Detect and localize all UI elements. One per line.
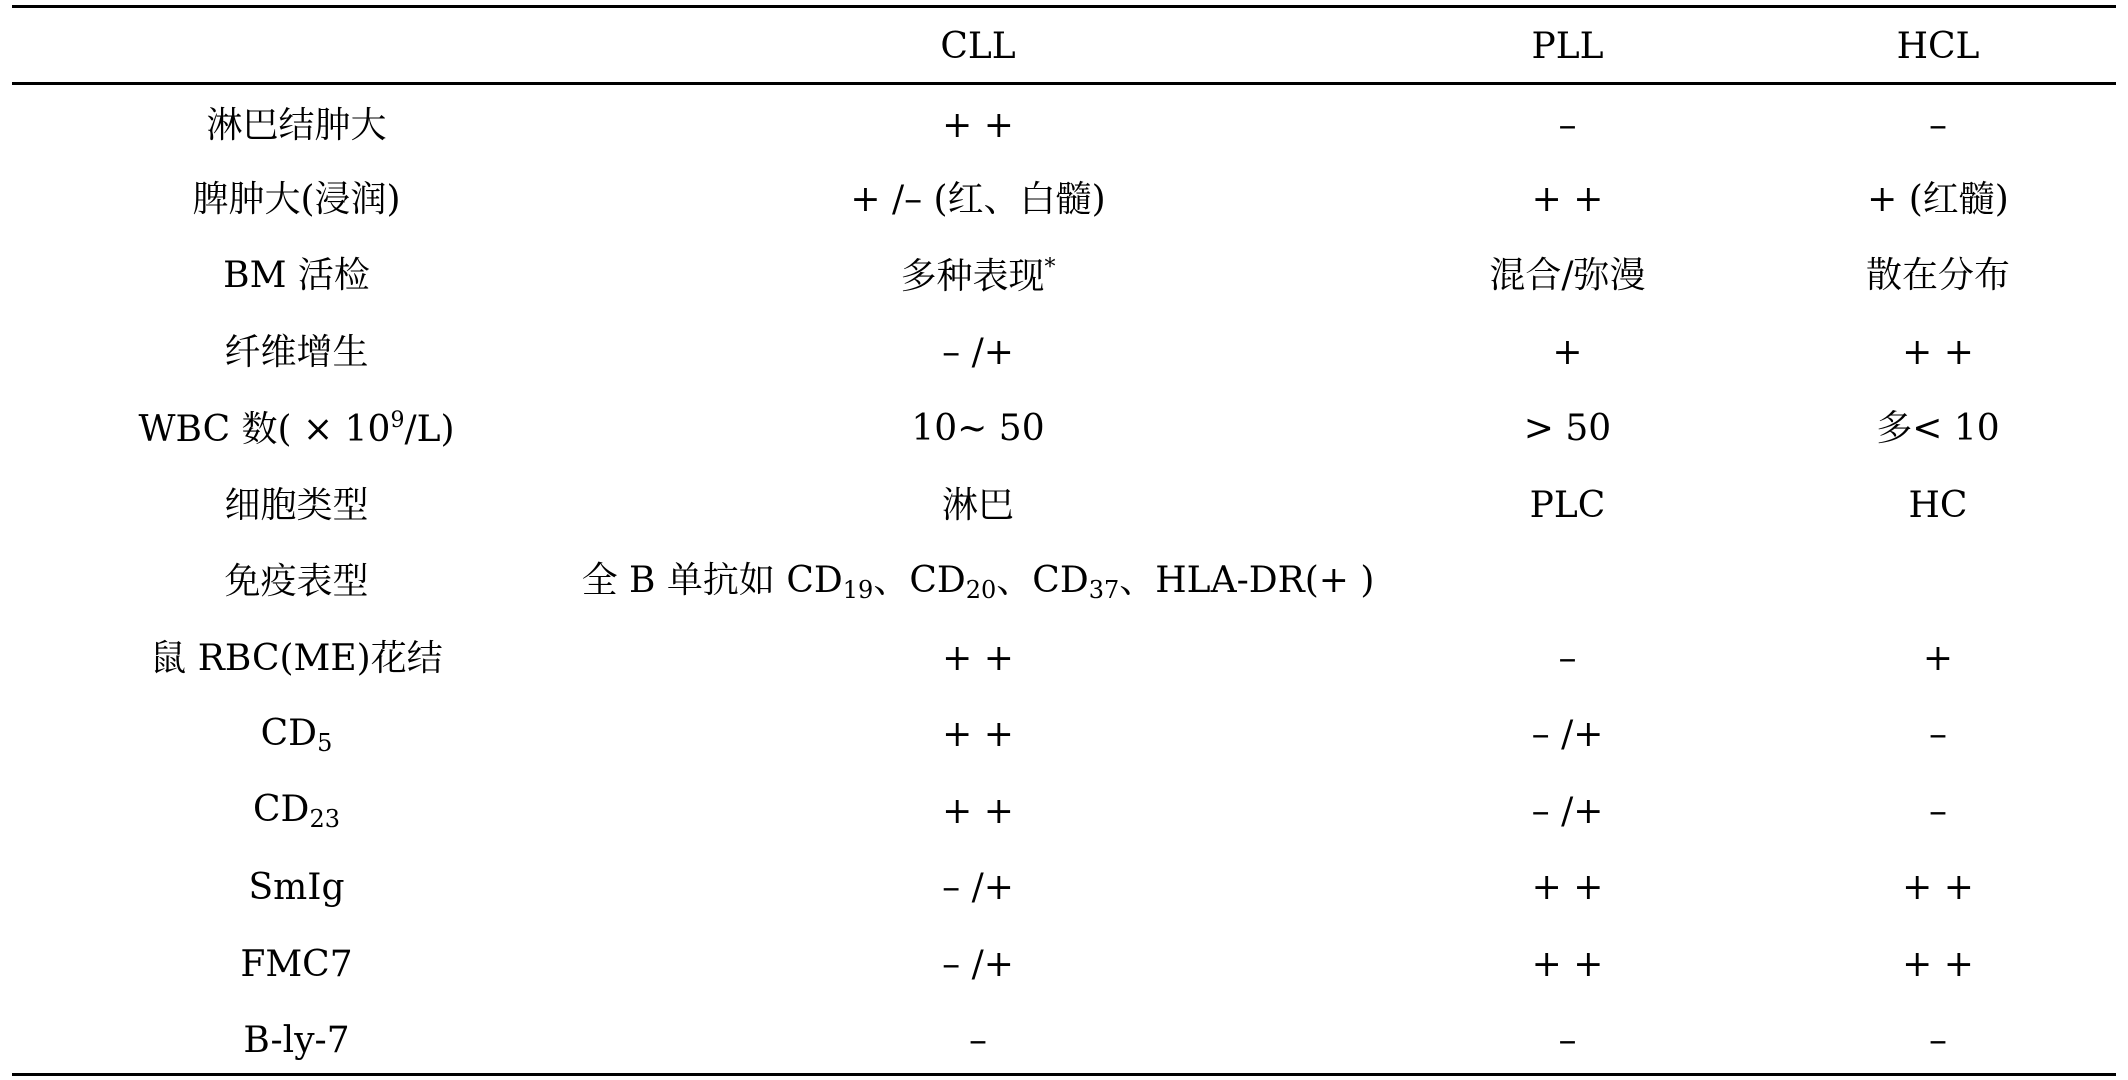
pll-cell: – — [1558, 637, 1577, 679]
table-row — [12, 927, 2116, 1004]
hcl-cell: + + — [1902, 943, 1974, 985]
cd-subscript: 20 — [965, 575, 997, 604]
wbc-label-prefix: WBC 数( × 10 — [138, 409, 391, 451]
pll-cell: – — [1558, 105, 1577, 147]
pll-cell: – — [1558, 1020, 1577, 1062]
cll-cell — [581, 544, 1375, 621]
cd-subscript: 19 — [842, 575, 874, 604]
header-pll: PLL — [1531, 25, 1604, 67]
table-row — [12, 697, 2116, 774]
cll-cell — [581, 238, 1375, 315]
cll-cell: – — [969, 1020, 987, 1062]
pll-cell: + + — [1531, 178, 1604, 220]
pll-cell — [1375, 544, 1760, 621]
cll-cell: – /+ — [942, 867, 1014, 909]
hcl-cell: – — [1929, 105, 1947, 147]
cll-cell: + /– (红、白髓) — [850, 178, 1106, 220]
header-hcl: HCL — [1896, 25, 1980, 67]
row-label: 免疫表型 — [224, 561, 369, 603]
table-row — [12, 774, 2116, 851]
hcl-cell — [1760, 544, 2116, 621]
table-row — [12, 468, 2116, 545]
row-label — [12, 774, 581, 851]
pll-cell: PLC — [1529, 484, 1606, 526]
immunophenotype-part: 、CD — [873, 559, 966, 601]
table-row — [12, 391, 2116, 468]
pll-cell: + + — [1531, 867, 1604, 909]
pll-cell: + + — [1531, 943, 1604, 985]
row-label: 脾肿大(浸润) — [192, 178, 401, 220]
hcl-cell: – — [1929, 790, 1947, 832]
immunophenotype-part: 、CD — [996, 559, 1089, 601]
hcl-cell: + + — [1902, 331, 1974, 373]
header-feature — [12, 8, 581, 85]
pll-cell: + — [1552, 331, 1583, 373]
cll-cell-text: 多种表现 — [900, 256, 1045, 298]
pll-cell: 混合/弥漫 — [1489, 255, 1646, 297]
header-cll: CLL — [940, 25, 1016, 67]
hcl-cell: + — [1922, 637, 1954, 679]
cll-cell: 淋巴 — [941, 484, 1014, 526]
pll-cell: > 50 — [1523, 408, 1612, 450]
cd-label: CD — [253, 789, 310, 831]
table-row — [12, 238, 2116, 315]
row-label: BM 活检 — [223, 255, 370, 297]
cll-cell: + + — [942, 637, 1014, 679]
table-row — [12, 1003, 2116, 1080]
hcl-cell: 多< 10 — [1876, 408, 2000, 450]
hcl-cell: HC — [1908, 484, 1968, 526]
hcl-cell: + (红髓) — [1867, 178, 2009, 220]
hcl-cell: 散在分布 — [1865, 255, 2010, 297]
cd-label: CD — [260, 712, 318, 754]
table-row — [12, 621, 2116, 698]
hcl-cell: – — [1929, 1020, 1947, 1062]
cll-cell: – /+ — [942, 331, 1014, 373]
cd-subscript: 5 — [317, 728, 333, 757]
table-header-row — [12, 8, 2116, 85]
table-row — [12, 850, 2116, 927]
note-marker: * — [1044, 255, 1056, 281]
row-label — [12, 697, 581, 774]
immunophenotype-part: 、HLA-DR(+ ) — [1119, 559, 1375, 601]
cll-cell: + + — [942, 714, 1014, 756]
table-row — [12, 544, 2116, 621]
row-label: SmIg — [248, 867, 345, 909]
cd-subscript: 37 — [1088, 575, 1120, 604]
wbc-label-suffix: /L) — [404, 409, 455, 451]
wbc-exponent: 9 — [390, 408, 405, 434]
row-label: FMC7 — [240, 943, 353, 985]
hcl-cell: + + — [1902, 867, 1974, 909]
row-label: 纤维增生 — [224, 331, 369, 373]
pll-cell: – /+ — [1531, 790, 1604, 832]
row-label — [12, 391, 581, 468]
cd-subscript: 23 — [309, 805, 340, 834]
table-row — [12, 162, 2116, 239]
hcl-cell: – — [1929, 714, 1947, 756]
cll-cell: + + — [942, 790, 1014, 832]
table-row — [12, 315, 2116, 392]
table-row — [12, 85, 2116, 162]
pll-cell: – /+ — [1531, 714, 1604, 756]
cll-cell: 10~ 50 — [911, 408, 1045, 450]
row-label: 细胞类型 — [224, 484, 369, 526]
leukemia-comparison-table — [12, 8, 2116, 1080]
cll-cell: + + — [942, 105, 1014, 147]
row-label: 淋巴结肿大 — [206, 105, 387, 147]
row-label: B-ly-7 — [243, 1020, 350, 1062]
row-label: 鼠 RBC(ME)花结 — [150, 637, 443, 679]
immunophenotype-part: 全 B 单抗如 CD — [581, 559, 843, 601]
cll-cell: – /+ — [942, 943, 1014, 985]
